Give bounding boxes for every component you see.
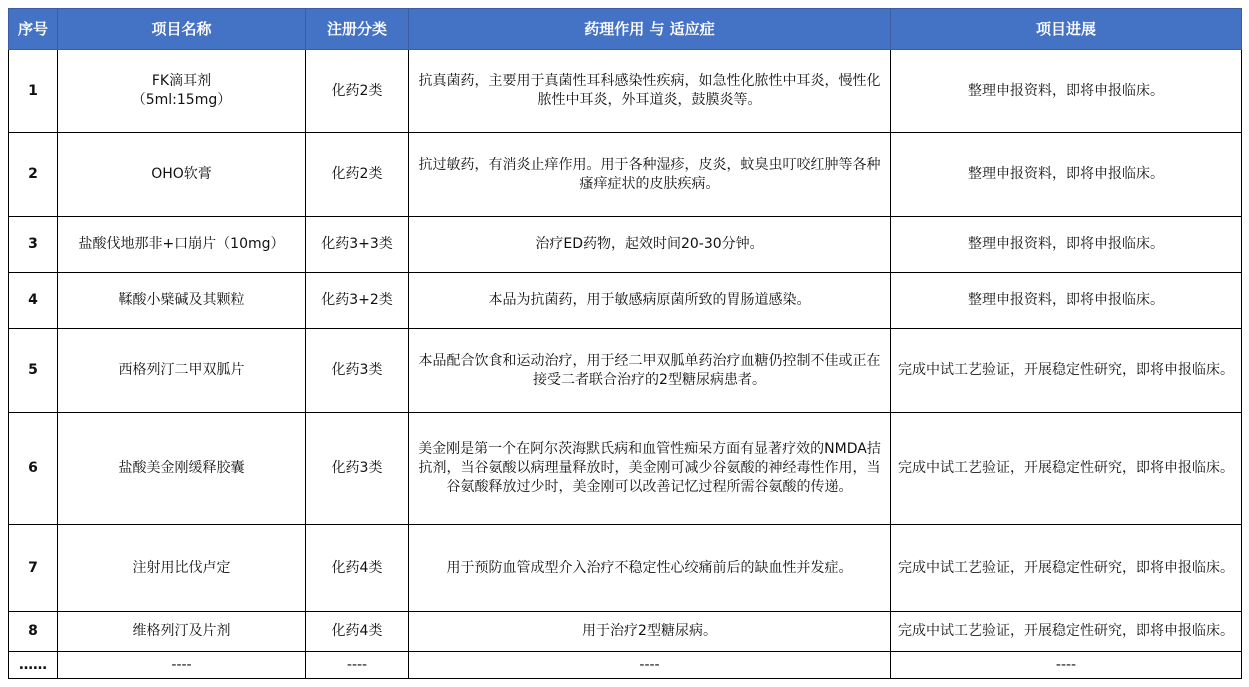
row-progress: ---- xyxy=(891,652,1242,679)
row-progress: 整理申报资料，即将申报临床。 xyxy=(891,133,1242,217)
row-category: 化药4类 xyxy=(306,612,409,652)
row-category: 化药2类 xyxy=(306,133,409,217)
row-category: 化药3+3类 xyxy=(306,217,409,273)
row-progress: 整理申报资料，即将申报临床。 xyxy=(891,273,1242,329)
row-indication: 美金刚是第一个在阿尔茨海默氏病和血管性痴呆方面有显著疗效的NMDA拮抗剂，当谷氨酸以病理量释放时，美金刚可减少谷氨酸的神经毒性作用，当谷氨酸释放过少时，美金刚可以改善记忆过程所需谷氨酸的传递。 xyxy=(409,413,891,525)
row-name: 西格列汀二甲双胍片 xyxy=(58,329,306,413)
row-indication: 抗过敏药，有消炎止痒作用。用于各种湿疹，皮炎，蚊臭虫叮咬红肿等各种瘙痒症状的皮肤疾病。 xyxy=(409,133,891,217)
row-indication: 本品为抗菌药，用于敏感病原菌所致的胃肠道感染。 xyxy=(409,273,891,329)
row-indication: 用于预防血管成型介入治疗不稳定性心绞痛前后的缺血性并发症。 xyxy=(409,525,891,612)
header-progress: 项目进展 xyxy=(891,9,1242,50)
row-indication: 抗真菌药，主要用于真菌性耳科感染性疾病，如急性化脓性中耳炎，慢性化脓性中耳炎，外耳道炎，鼓膜炎等。 xyxy=(409,50,891,133)
row-category: 化药3类 xyxy=(306,413,409,525)
row-progress: 完成中试工艺验证，开展稳定性研究，即将申报临床。 xyxy=(891,413,1242,525)
row-name: 盐酸美金刚缓释胶囊 xyxy=(58,413,306,525)
row-progress: 整理申报资料，即将申报临床。 xyxy=(891,50,1242,133)
table-row xyxy=(9,612,1242,652)
row-name: 盐酸伐地那非+口崩片（10mg） xyxy=(58,217,306,273)
row-no: 5 xyxy=(9,329,58,413)
row-name: FK滴耳剂 （5ml:15mg） xyxy=(58,50,306,133)
row-name: 鞣酸小檗碱及其颗粒 xyxy=(58,273,306,329)
table-row xyxy=(9,525,1242,612)
row-category: 化药2类 xyxy=(306,50,409,133)
row-name: ---- xyxy=(58,652,306,679)
row-no: …… xyxy=(9,652,58,679)
row-progress: 完成中试工艺验证，开展稳定性研究，即将申报临床。 xyxy=(891,612,1242,652)
project-table xyxy=(8,8,1242,679)
row-no: 8 xyxy=(9,612,58,652)
row-no: 6 xyxy=(9,413,58,525)
row-name: 维格列汀及片剂 xyxy=(58,612,306,652)
header-indication: 药理作用 与 适应症 xyxy=(409,9,891,50)
row-no: 7 xyxy=(9,525,58,612)
row-no: 3 xyxy=(9,217,58,273)
header-name: 项目名称 xyxy=(58,9,306,50)
table-row xyxy=(9,217,1242,273)
row-progress: 完成中试工艺验证，开展稳定性研究，即将申报临床。 xyxy=(891,525,1242,612)
row-name: OHO软膏 xyxy=(58,133,306,217)
row-indication: ---- xyxy=(409,652,891,679)
row-name: 注射用比伐卢定 xyxy=(58,525,306,612)
row-indication: 本品配合饮食和运动治疗，用于经二甲双胍单药治疗血糖仍控制不佳或正在接受二者联合治疗的2型糖尿病患者。 xyxy=(409,329,891,413)
table-row xyxy=(9,329,1242,413)
row-no: 1 xyxy=(9,50,58,133)
table-row xyxy=(9,50,1242,133)
row-category: 化药3类 xyxy=(306,329,409,413)
row-progress: 整理申报资料，即将申报临床。 xyxy=(891,217,1242,273)
row-category: 化药3+2类 xyxy=(306,273,409,329)
table-row xyxy=(9,652,1242,679)
header-category: 注册分类 xyxy=(306,9,409,50)
row-no: 2 xyxy=(9,133,58,217)
row-no: 4 xyxy=(9,273,58,329)
row-indication: 用于治疗2型糖尿病。 xyxy=(409,612,891,652)
header-no: 序号 xyxy=(9,9,58,50)
table-row xyxy=(9,133,1242,217)
row-category: ---- xyxy=(306,652,409,679)
row-progress: 完成中试工艺验证，开展稳定性研究，即将申报临床。 xyxy=(891,329,1242,413)
row-category: 化药4类 xyxy=(306,525,409,612)
header-row xyxy=(9,9,1242,50)
table-row xyxy=(9,413,1242,525)
row-indication: 治疗ED药物，起效时间20-30分钟。 xyxy=(409,217,891,273)
table-row xyxy=(9,273,1242,329)
